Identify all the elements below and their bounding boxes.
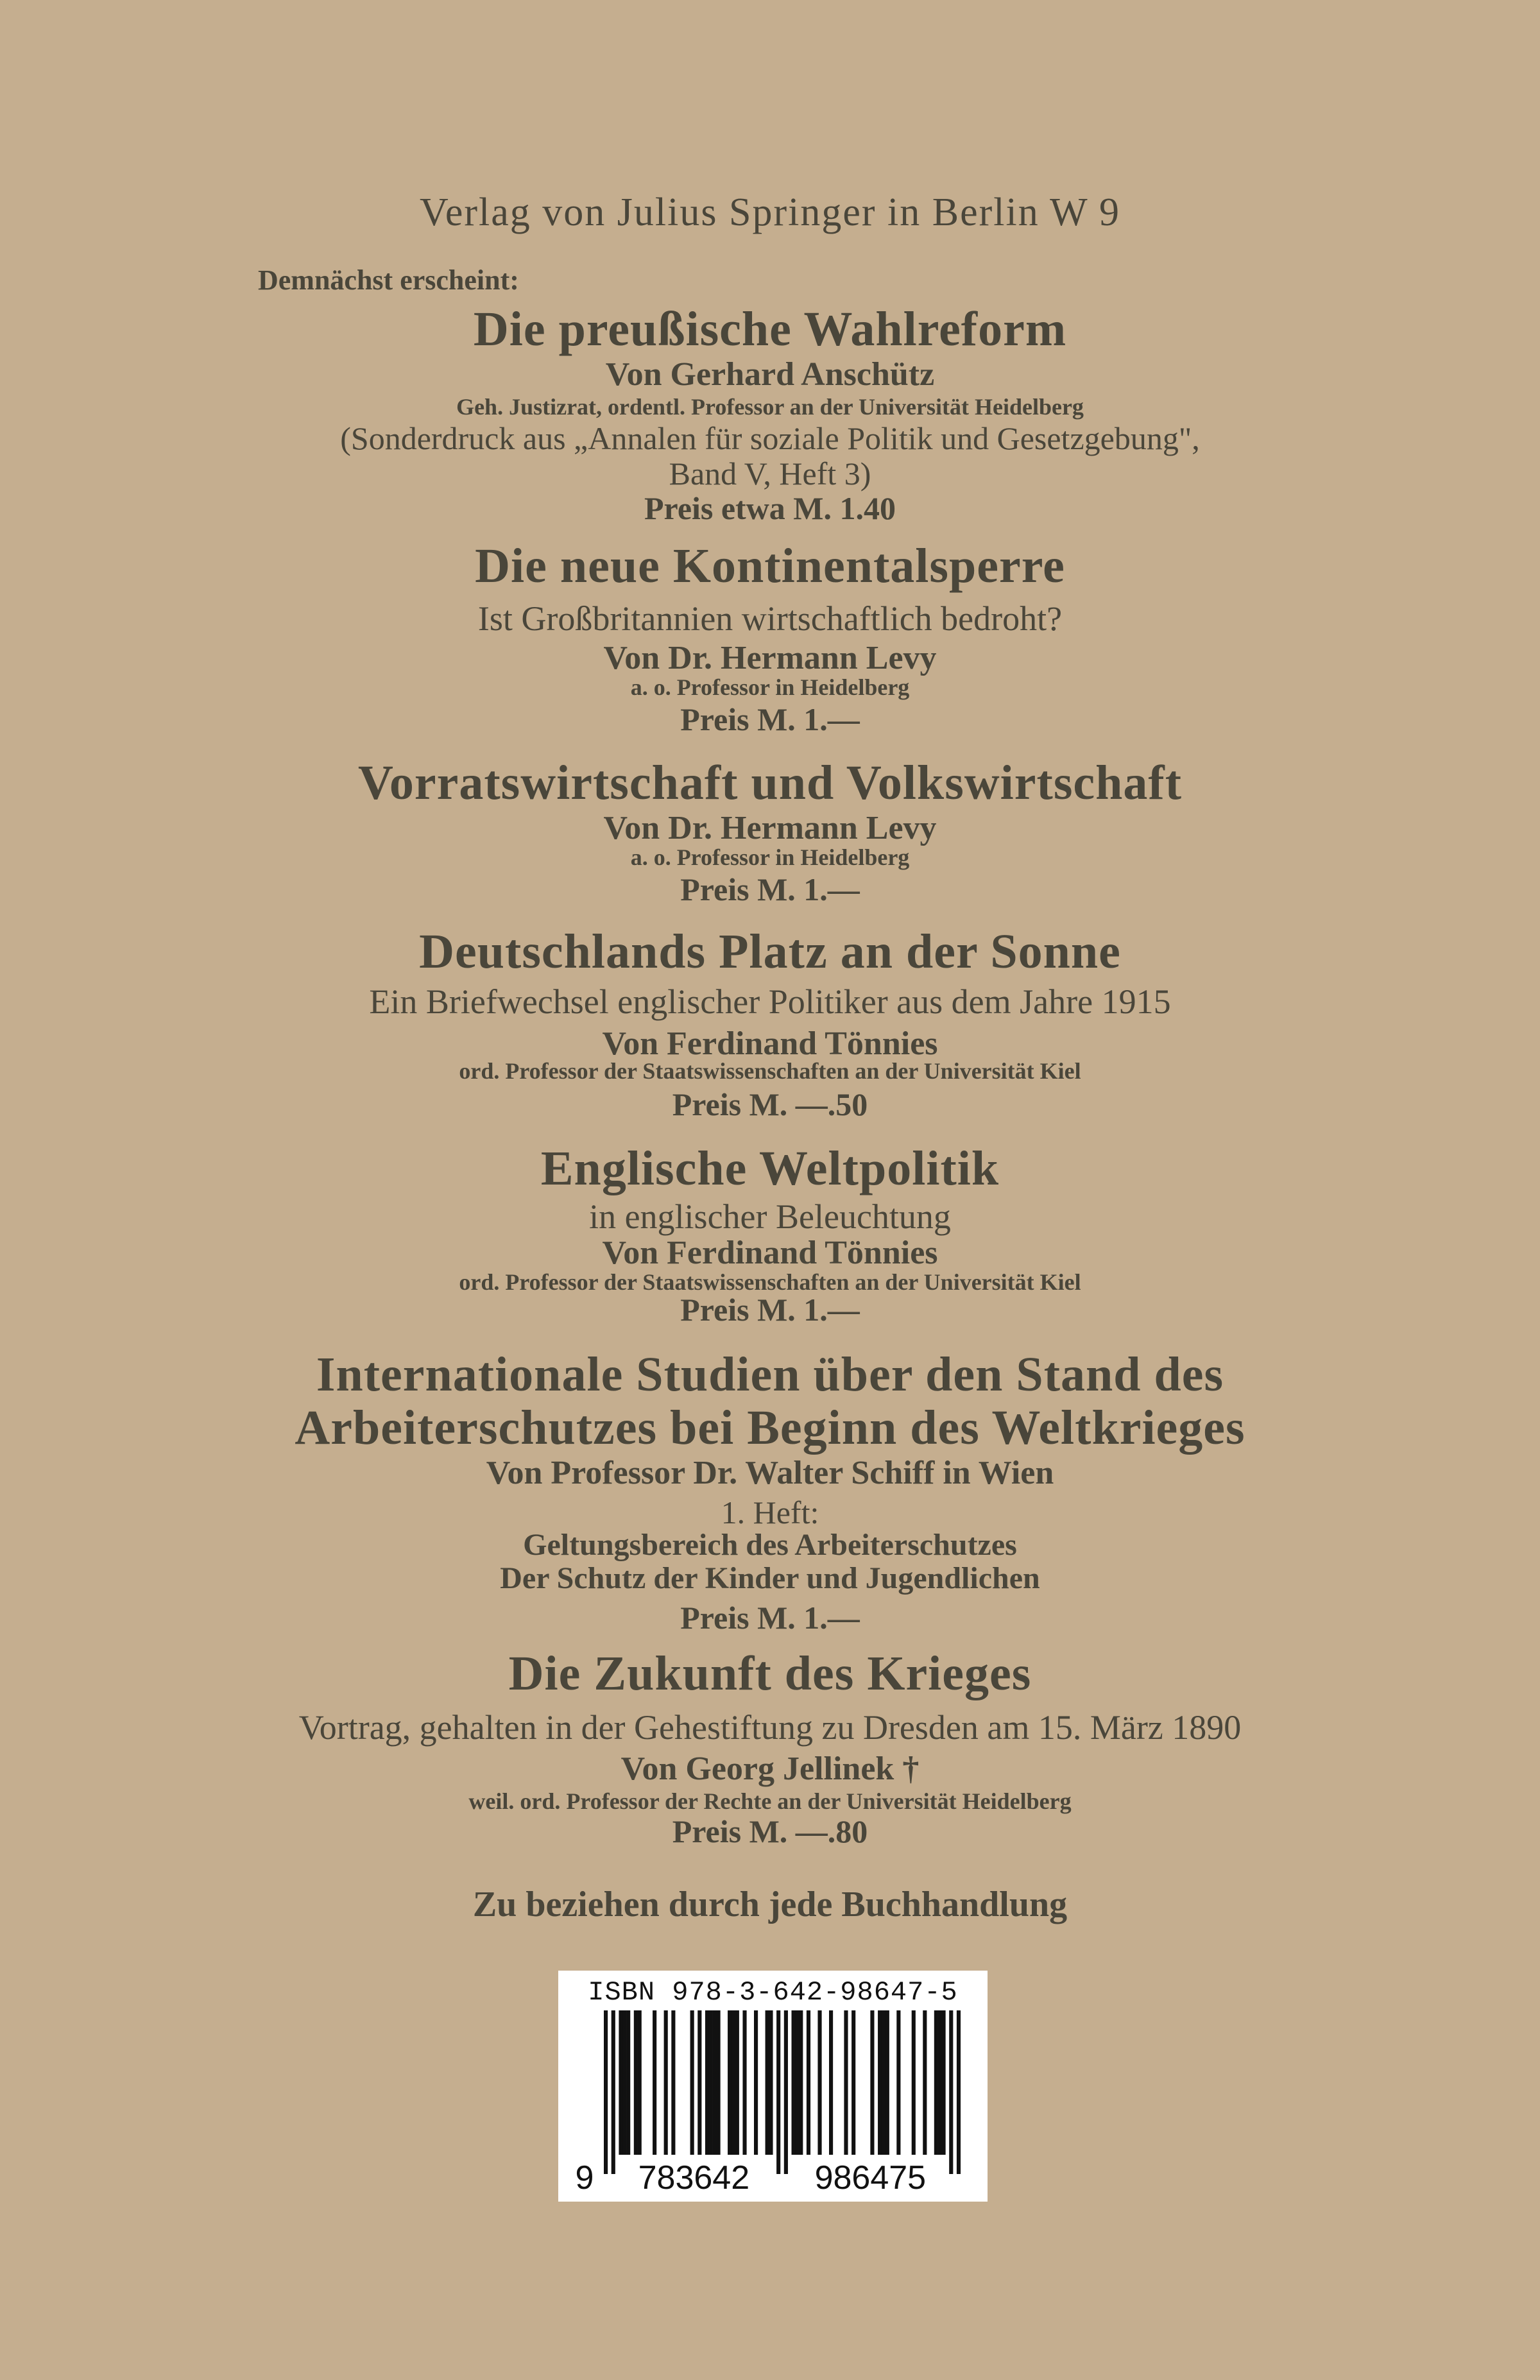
barcode-bar — [653, 2010, 656, 2155]
intro-label: Demnächst erscheint: — [258, 264, 519, 296]
barcode-bar — [705, 2010, 709, 2155]
barcode-digits: 986475 — [814, 2159, 927, 2196]
barcode-bar — [612, 2010, 615, 2174]
barcode-bar — [769, 2010, 773, 2155]
book-price: Preis etwa M. 1.40 — [644, 490, 896, 526]
barcode-bar — [829, 2010, 833, 2155]
barcode-bar — [942, 2010, 946, 2155]
barcode-bar — [634, 2010, 638, 2155]
book-affiliation: Geh. Justizrat, ordentl. Professor an der Universität Heidelberg — [456, 394, 1084, 420]
book-author: Von Ferdinand Tönnies — [602, 1025, 938, 1062]
barcode-bar — [882, 2010, 886, 2155]
barcode-bar — [817, 2010, 821, 2155]
barcode-bar — [934, 2010, 938, 2155]
book-author: Von Georg Jellinek † — [620, 1751, 920, 1787]
barcode-bar — [851, 2010, 855, 2155]
barcode-bar — [776, 2010, 780, 2174]
book-price: Preis M. —.80 — [672, 1813, 868, 1849]
book-affiliation: a. o. Professor in Heidelberg — [630, 674, 910, 700]
book-author: Von Gerhard Anschütz — [605, 356, 935, 393]
barcode-bar — [957, 2010, 961, 2174]
barcode-bar — [844, 2010, 848, 2155]
isbn-label: ISBN 978-3-642-98647-5 — [588, 1977, 958, 2008]
barcode-bar — [735, 2010, 739, 2155]
barcode-bar — [912, 2010, 916, 2155]
book-author: Von Professor Dr. Walter Schiff in Wien — [486, 1455, 1054, 1491]
barcode-bar — [795, 2010, 799, 2155]
book-affiliation: ord. Professor der Staatswissenschaften an der Universität Kiel — [459, 1058, 1081, 1084]
barcode-bar — [671, 2010, 675, 2155]
barcode-bar — [619, 2010, 622, 2155]
book-title: Die preußische Wahlreform — [473, 302, 1067, 356]
barcode-bar — [949, 2010, 953, 2174]
book-subtitle: Ein Briefwechsel englischer Politiker aus dem Jahre 1915 — [369, 982, 1171, 1021]
book-affiliation: ord. Professor der Staatswissenschaften an der Universität Kiel — [459, 1269, 1081, 1295]
barcode-bar — [766, 2010, 769, 2155]
barcode-bar — [622, 2010, 626, 2155]
barcode-bar — [709, 2010, 713, 2155]
book-affiliation: a. o. Professor in Heidelberg — [630, 844, 910, 870]
barcode-bar — [784, 2010, 788, 2174]
book-price: Preis M. —.50 — [672, 1086, 868, 1122]
book-title: Arbeiterschutzes bei Beginn des Weltkrieges — [295, 1401, 1245, 1455]
book-title: Vorratswirtschaft und Volkswirtschaft — [357, 756, 1183, 810]
barcode-bar — [713, 2010, 717, 2155]
footer-line: Zu beziehen durch jede Buchhandlung — [472, 1885, 1068, 1924]
book-subtitle: Ist Großbritannien wirtschaftlich bedroht? — [477, 599, 1063, 638]
barcode-bar — [638, 2010, 642, 2155]
barcode-bar — [792, 2010, 796, 2155]
book-subtitle: in englischer Beleuchtung — [589, 1197, 951, 1236]
book-part-title: Der Schutz der Kinder und Jugendlichen — [500, 1561, 1040, 1595]
book-affiliation: weil. ord. Professor der Rechte an der Universität Heidelberg — [468, 1788, 1072, 1814]
book-price: Preis M. 1.— — [680, 1292, 860, 1328]
book-author: Von Ferdinand Tönnies — [602, 1235, 938, 1271]
barcode-bar — [878, 2010, 882, 2155]
book-part: 1. Heft: — [721, 1494, 819, 1530]
publisher-line: Verlag von Julius Springer in Berlin W 9 — [419, 191, 1120, 234]
book-author: Von Dr. Hermann Levy — [603, 810, 937, 846]
barcode-bar — [728, 2010, 732, 2155]
book-note: Band V, Heft 3) — [669, 456, 871, 492]
book-author: Von Dr. Hermann Levy — [603, 640, 937, 676]
barcode-bar — [886, 2010, 889, 2155]
book-title: Internationale Studien über den Stand des — [316, 1348, 1224, 1401]
barcode-bar — [732, 2010, 735, 2155]
book-price: Preis M. 1.— — [680, 701, 860, 737]
barcode-bar — [717, 2010, 721, 2155]
barcode-bar — [697, 2010, 701, 2155]
book-title: Die Zukunft des Krieges — [508, 1647, 1032, 1700]
barcode-digits: 9 — [575, 2159, 594, 2196]
barcode-bar — [923, 2010, 927, 2155]
barcode-bar — [896, 2010, 900, 2155]
barcode-bar — [807, 2010, 810, 2155]
barcode-digits: 783642 — [638, 2159, 750, 2196]
book-note: (Sonderdruck aus „Annalen für soziale Politik und Gesetzgebung", — [340, 420, 1200, 456]
book-title: Die neue Kontinentalsperre — [475, 539, 1065, 593]
barcode-bar — [938, 2010, 942, 2155]
book-title: Englische Weltpolitik — [540, 1142, 1000, 1195]
barcode-bar — [742, 2010, 746, 2155]
barcode-bar — [870, 2010, 874, 2155]
barcode-bar — [604, 2010, 608, 2174]
book-part-title: Geltungsbereich des Arbeiterschutzes — [523, 1528, 1017, 1562]
barcode-bar — [754, 2010, 758, 2155]
barcode-bar — [799, 2010, 803, 2155]
book-price: Preis M. 1.— — [680, 871, 860, 907]
barcode-bar — [664, 2010, 668, 2155]
barcode-bar — [626, 2010, 630, 2155]
book-subtitle: Vortrag, gehalten in der Gehestiftung zu Dresden am 15. März 1890 — [298, 1708, 1242, 1747]
book-price: Preis M. 1.— — [680, 1600, 860, 1636]
barcode-bar — [690, 2010, 694, 2155]
book-title: Deutschlands Platz an der Sonne — [419, 925, 1121, 979]
isbn-barcode — [558, 1971, 988, 2202]
